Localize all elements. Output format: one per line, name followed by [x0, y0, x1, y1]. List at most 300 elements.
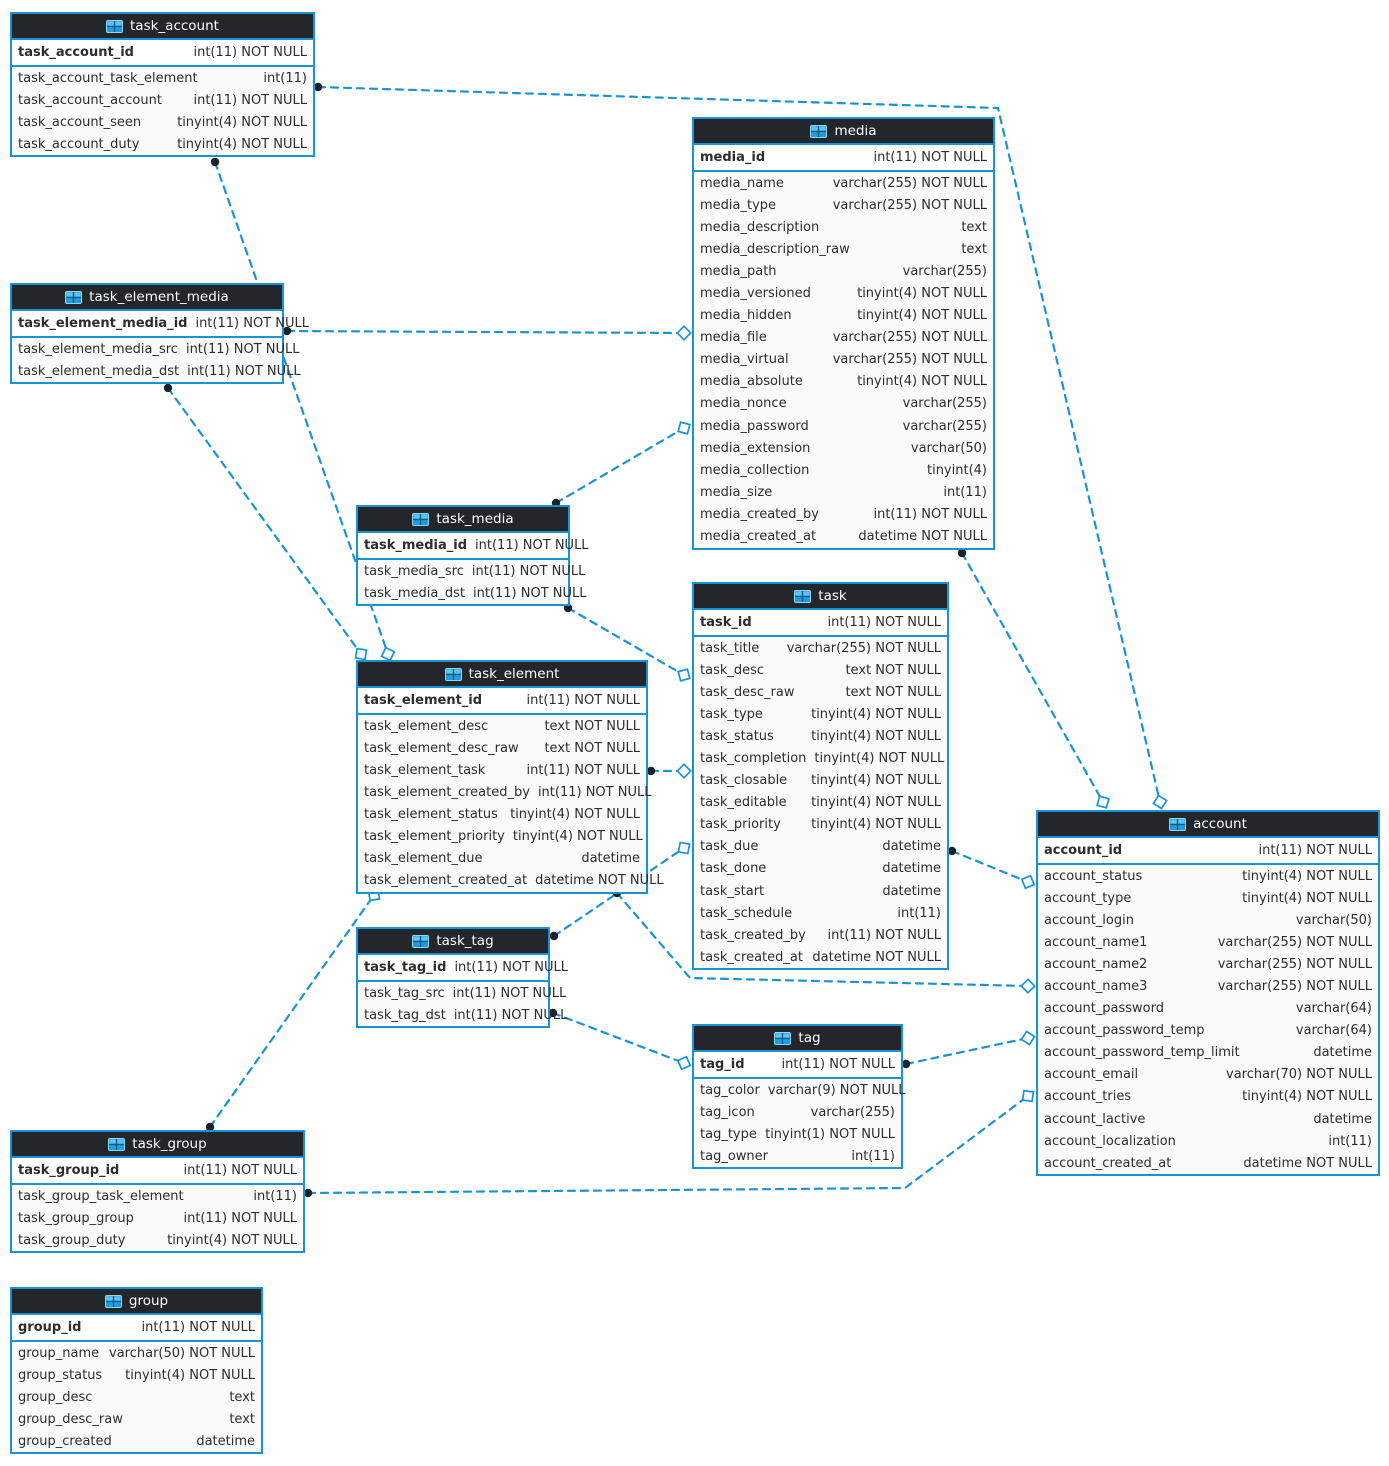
column-row	[694, 437, 993, 459]
pk-column-name: task_group_id	[18, 1163, 120, 1178]
column-name: account_password_temp	[1044, 1023, 1205, 1039]
column-row	[694, 792, 947, 814]
pk-column-name: task_element_id	[364, 693, 483, 708]
fk-endpoint-dot	[211, 158, 219, 166]
column-name: group_desc	[18, 1389, 93, 1405]
pk-column-name: group_id	[18, 1320, 82, 1335]
column-name: group_name	[18, 1345, 100, 1361]
column-name: task_priority	[700, 817, 781, 833]
column-type: varchar(50)	[1295, 912, 1372, 928]
column-type: int(11)	[851, 1148, 895, 1164]
column-type: int(11) NOT NULL	[453, 1007, 568, 1023]
column-row	[358, 870, 664, 892]
column-type: text NOT NULL	[845, 662, 941, 678]
column-name: task_media_src	[364, 563, 464, 579]
table-account[interactable]	[1036, 810, 1380, 1176]
column-type: datetime NOT NULL	[535, 873, 664, 889]
column-row	[694, 371, 993, 393]
table-header-group[interactable]	[12, 1289, 261, 1315]
column-row	[1038, 1130, 1378, 1152]
column-type: varchar(50) NOT NULL	[109, 1345, 255, 1361]
column-row	[1038, 1064, 1378, 1086]
column-type: int(11) NOT NULL	[471, 563, 586, 579]
column-type: int(11) NOT NULL	[185, 341, 300, 357]
column-row	[694, 610, 947, 637]
column-name: task_editable	[700, 795, 787, 811]
column-row	[12, 67, 313, 89]
column-name: account_type	[1044, 890, 1132, 906]
column-type: int(11) NOT NULL	[781, 1057, 895, 1072]
column-type: int(11) NOT NULL	[187, 363, 301, 379]
column-name: task_due	[700, 839, 759, 855]
table-header-task_media[interactable]	[358, 507, 568, 533]
column-name: account_tries	[1044, 1089, 1132, 1105]
table-task_tag[interactable]	[356, 927, 568, 1028]
column-row	[12, 311, 309, 338]
column-name: media_description_raw	[700, 241, 850, 257]
column-row	[1038, 1152, 1378, 1174]
column-name: task_element_created_at	[364, 873, 528, 889]
reference-endpoint-marker	[677, 326, 690, 339]
reference-endpoint-marker	[677, 764, 690, 777]
column-row	[358, 582, 587, 604]
column-row	[12, 338, 300, 360]
column-row	[12, 1207, 303, 1229]
column-row	[694, 1101, 901, 1123]
column-row	[1038, 1086, 1378, 1108]
column-name: task_created_at	[700, 949, 803, 965]
column-row	[1038, 931, 1378, 953]
table-task[interactable]	[692, 582, 949, 970]
column-row	[12, 1342, 261, 1364]
table-header-task_tag[interactable]	[358, 929, 548, 955]
table-name: task_tag	[436, 933, 494, 949]
column-type: int(11) NOT NULL	[193, 45, 307, 60]
table-name: task_element	[468, 666, 560, 682]
table-task_element_media[interactable]	[10, 283, 309, 384]
column-type: tinyint(4)	[926, 462, 987, 478]
column-name: media_created_by	[700, 506, 819, 522]
column-type: datetime	[882, 861, 941, 877]
column-type: varchar(50)	[910, 440, 987, 456]
pk-column-name: account_id	[1044, 843, 1123, 858]
column-type: datetime	[1313, 1111, 1372, 1127]
column-row	[358, 803, 646, 825]
column-type: int(11) NOT NULL	[526, 762, 640, 778]
relationship-line-task_group-task_element	[210, 895, 374, 1127]
column-row	[12, 111, 313, 133]
column-name: media_hidden	[700, 308, 792, 324]
fk-endpoint-dot	[314, 83, 322, 91]
column-name: task_closable	[700, 773, 788, 789]
column-name: tag_icon	[700, 1104, 755, 1120]
reference-endpoint-marker	[1097, 796, 1109, 808]
column-name: tag_type	[700, 1126, 757, 1142]
relationship-line-task-account	[952, 851, 1028, 882]
table-icon	[794, 590, 811, 603]
column-row	[12, 360, 301, 382]
column-row	[694, 526, 993, 548]
column-name: account_status	[1044, 868, 1143, 884]
column-name: task_desc_raw	[700, 684, 795, 700]
column-type: tinyint(4) NOT NULL	[811, 817, 941, 833]
reference-endpoint-marker	[678, 842, 689, 853]
reference-endpoint-marker	[678, 1057, 691, 1070]
column-type: tinyint(4) NOT NULL	[125, 1367, 255, 1383]
column-type: datetime	[882, 883, 941, 899]
column-name: task_start	[700, 883, 765, 899]
reference-endpoint-marker	[1022, 876, 1034, 888]
table-header-task[interactable]	[694, 584, 947, 610]
column-name: task_group_group	[18, 1210, 134, 1226]
table-name: tag	[798, 1030, 821, 1046]
column-row	[358, 737, 646, 759]
column-type: varchar(255)	[902, 418, 987, 434]
column-row	[1038, 1042, 1378, 1064]
column-name: task_media_dst	[364, 585, 465, 601]
pk-column-name: task_id	[700, 615, 752, 630]
column-name: account_password_temp_limit	[1044, 1045, 1240, 1061]
column-row	[694, 1123, 901, 1145]
column-row	[358, 1004, 568, 1026]
column-name: task_schedule	[700, 905, 793, 921]
column-type: tinyint(1) NOT NULL	[765, 1126, 895, 1142]
column-type: varchar(255)	[902, 263, 987, 279]
table-icon	[106, 20, 123, 33]
column-name: media_versioned	[700, 286, 811, 302]
relationship-line-task_element_media-task_element	[168, 388, 361, 654]
column-type: tinyint(4) NOT NULL	[1242, 1089, 1372, 1105]
column-row	[694, 681, 947, 703]
table-group[interactable]	[10, 1287, 263, 1454]
table-name: media	[834, 123, 877, 139]
column-name: task_completion	[700, 751, 807, 767]
column-row	[1038, 865, 1378, 887]
relationship-line-task_group-account	[308, 1096, 1028, 1193]
column-type: tinyint(4) NOT NULL	[857, 308, 987, 324]
table-tag[interactable]	[692, 1024, 906, 1169]
column-type: varchar(255) NOT NULL	[1217, 934, 1372, 950]
column-type: datetime	[882, 839, 941, 855]
table-name: task_media	[436, 511, 514, 527]
column-name: task_account_duty	[18, 136, 140, 152]
column-row	[1038, 909, 1378, 931]
reference-endpoint-marker	[678, 669, 690, 681]
column-type: varchar(64)	[1295, 1001, 1372, 1017]
table-header-task_element_media[interactable]	[12, 285, 282, 311]
column-type: varchar(255)	[810, 1104, 895, 1120]
column-type: varchar(255) NOT NULL	[832, 352, 987, 368]
column-type: varchar(255) NOT NULL	[832, 197, 987, 213]
column-row	[694, 503, 993, 525]
column-type: tinyint(4) NOT NULL	[167, 1232, 297, 1248]
table-name: task_element_media	[89, 289, 229, 305]
column-type: datetime NOT NULL	[812, 949, 941, 965]
column-type: int(11) NOT NULL	[526, 693, 640, 708]
column-type: int(11) NOT NULL	[475, 538, 589, 553]
column-name: media_size	[700, 484, 773, 500]
column-type: tinyint(4) NOT NULL	[510, 806, 640, 822]
column-type: int(11) NOT NULL	[1258, 843, 1372, 858]
column-name: task_element_media_src	[18, 341, 178, 357]
column-name: account_login	[1044, 912, 1134, 928]
column-row	[694, 393, 993, 415]
column-row	[1038, 975, 1378, 997]
column-type: tinyint(4) NOT NULL	[1242, 868, 1372, 884]
column-type: text	[229, 1389, 255, 1405]
column-type: tinyint(4) NOT NULL	[857, 374, 987, 390]
relationship-line-task_media-media	[556, 428, 684, 503]
fk-endpoint-dot	[948, 847, 956, 855]
column-row	[358, 982, 567, 1004]
table-icon	[774, 1032, 791, 1045]
column-type: int(11) NOT NULL	[454, 960, 568, 975]
pk-column-name: task_account_id	[18, 45, 134, 60]
column-type: tinyint(4) NOT NULL	[1242, 890, 1372, 906]
table-media[interactable]	[692, 117, 995, 550]
table-task_group[interactable]	[10, 1130, 305, 1253]
column-type: varchar(64)	[1295, 1023, 1372, 1039]
reference-endpoint-marker	[678, 422, 690, 434]
table-icon	[412, 935, 429, 948]
column-type: text	[229, 1411, 255, 1427]
column-name: task_element_media_dst	[18, 363, 180, 379]
column-row	[694, 902, 947, 924]
column-type: text NOT NULL	[845, 684, 941, 700]
column-type: int(11)	[897, 905, 941, 921]
column-type: tinyint(4) NOT NULL	[177, 136, 307, 152]
column-type: varchar(255) NOT NULL	[786, 640, 941, 656]
column-row	[1038, 838, 1378, 865]
column-name: media_description	[700, 219, 820, 235]
pk-column-name: task_element_media_id	[18, 316, 188, 331]
column-type: int(11) NOT NULL	[183, 1163, 297, 1178]
table-name: account	[1193, 816, 1247, 832]
table-header-tag[interactable]	[694, 1026, 901, 1052]
column-name: task_created_by	[700, 927, 806, 943]
column-row	[694, 1079, 906, 1101]
column-type: int(11) NOT NULL	[195, 316, 309, 331]
column-type: int(11) NOT NULL	[452, 985, 567, 1001]
column-row	[694, 216, 993, 238]
column-name: task_done	[700, 861, 767, 877]
column-row	[694, 924, 947, 946]
column-type: int(11)	[943, 484, 987, 500]
column-name: group_status	[18, 1367, 103, 1383]
column-name: group_desc_raw	[18, 1411, 123, 1427]
column-name: task_element_due	[364, 851, 483, 867]
column-row	[1038, 1108, 1378, 1130]
column-name: task_element_priority	[364, 829, 505, 845]
column-row	[694, 747, 947, 769]
column-row	[1038, 998, 1378, 1020]
column-type: varchar(9) NOT NULL	[767, 1082, 906, 1098]
column-row	[694, 238, 993, 260]
table-name: task_group	[132, 1136, 207, 1152]
column-name: tag_color	[700, 1082, 760, 1098]
fk-endpoint-dot	[550, 932, 558, 940]
column-row	[358, 715, 646, 737]
column-type: int(11) NOT NULL	[827, 927, 941, 943]
column-name: group_created	[18, 1433, 112, 1449]
fk-endpoint-dot	[958, 549, 966, 557]
pk-column-name: media_id	[700, 150, 766, 165]
column-name: media_name	[700, 175, 784, 191]
relationship-line-media-account	[962, 553, 1103, 802]
column-row	[1038, 1020, 1378, 1042]
column-row	[694, 946, 947, 968]
column-type: varchar(255)	[902, 396, 987, 412]
column-type: int(11)	[1328, 1133, 1372, 1149]
column-type: tinyint(4) NOT NULL	[177, 114, 307, 130]
column-type: tinyint(4) NOT NULL	[814, 751, 945, 767]
column-name: media_path	[700, 263, 777, 279]
column-row	[12, 133, 313, 155]
column-row	[694, 659, 947, 681]
column-name: media_extension	[700, 440, 811, 456]
column-row	[694, 836, 947, 858]
column-name: media_virtual	[700, 352, 789, 368]
column-name: task_title	[700, 640, 760, 656]
column-name: media_collection	[700, 462, 810, 478]
column-row	[694, 349, 993, 371]
column-row	[12, 89, 313, 111]
table-name: task_account	[130, 18, 219, 34]
column-type: tinyint(4) NOT NULL	[857, 286, 987, 302]
column-name: task_tag_src	[364, 985, 445, 1001]
column-type: tinyint(4) NOT NULL	[811, 706, 941, 722]
table-name: task	[818, 588, 847, 604]
column-type: int(11) NOT NULL	[183, 1210, 297, 1226]
column-row	[694, 725, 947, 747]
column-row	[694, 415, 993, 437]
column-type: int(11) NOT NULL	[873, 506, 987, 522]
column-row	[358, 759, 646, 781]
column-type: varchar(255) NOT NULL	[832, 330, 987, 346]
fk-endpoint-dot	[304, 1189, 312, 1197]
column-type: text NOT NULL	[544, 740, 640, 756]
column-type: text NOT NULL	[544, 718, 640, 734]
column-name: task_account_task_element	[18, 70, 198, 86]
column-name: task_desc	[700, 662, 765, 678]
column-row	[358, 781, 652, 803]
column-row	[1038, 887, 1378, 909]
column-type: datetime	[1313, 1045, 1372, 1061]
column-name: account_name3	[1044, 979, 1148, 995]
column-name: media_created_at	[700, 529, 817, 545]
column-type: varchar(255) NOT NULL	[1217, 979, 1372, 995]
table-icon	[445, 668, 462, 681]
reference-endpoint-marker	[382, 648, 395, 661]
column-row	[358, 825, 646, 847]
column-name: task_account_account	[18, 92, 162, 108]
column-row	[694, 703, 947, 725]
column-type: int(11)	[263, 70, 307, 86]
table-icon	[810, 125, 827, 138]
column-type: int(11) NOT NULL	[472, 585, 587, 601]
column-row	[12, 1364, 261, 1386]
column-row	[694, 814, 947, 836]
table-header-task_element[interactable]	[358, 662, 646, 688]
column-name: task_element_task	[364, 762, 486, 778]
relationship-line-tag-account	[906, 1038, 1028, 1064]
table-task_account[interactable]	[10, 12, 315, 157]
column-row	[12, 1430, 261, 1452]
table-task_media[interactable]	[356, 505, 589, 606]
column-type: int(11) NOT NULL	[193, 92, 307, 108]
column-row	[694, 858, 947, 880]
column-row	[694, 327, 993, 349]
table-header-account[interactable]	[1038, 812, 1378, 838]
column-name: media_password	[700, 418, 809, 434]
column-name: account_localization	[1044, 1133, 1176, 1149]
column-row	[1038, 953, 1378, 975]
column-name: task_account_seen	[18, 114, 142, 130]
column-row	[694, 1052, 901, 1079]
column-row	[358, 848, 646, 870]
relationship-line-task_tag-tag	[553, 1013, 684, 1063]
column-type: int(11)	[253, 1188, 297, 1204]
column-row	[694, 481, 993, 503]
pk-column-name: tag_id	[700, 1057, 745, 1072]
column-type: datetime NOT NULL	[858, 529, 987, 545]
reference-endpoint-marker	[1021, 979, 1034, 992]
column-name: account_name1	[1044, 934, 1148, 950]
column-name: media_nonce	[700, 396, 787, 412]
reference-endpoint-marker	[1153, 795, 1166, 808]
column-row	[694, 637, 947, 659]
column-row	[694, 172, 993, 194]
column-row	[358, 533, 589, 560]
column-name: media_type	[700, 197, 777, 213]
column-name: task_element_status	[364, 806, 498, 822]
column-name: account_name2	[1044, 956, 1148, 972]
column-type: text	[961, 241, 987, 257]
table-header-media[interactable]	[694, 119, 993, 145]
column-row	[694, 880, 947, 902]
column-name: task_group_duty	[18, 1232, 126, 1248]
column-name: account_created_at	[1044, 1155, 1172, 1171]
column-type: tinyint(4) NOT NULL	[811, 728, 941, 744]
column-type: tinyint(4) NOT NULL	[811, 795, 941, 811]
table-header-task_group[interactable]	[12, 1132, 303, 1158]
column-name: account_email	[1044, 1067, 1139, 1083]
table-header-task_account[interactable]	[12, 14, 313, 40]
fk-endpoint-dot	[647, 767, 655, 775]
column-type: varchar(255) NOT NULL	[1217, 956, 1372, 972]
column-type: datetime	[196, 1433, 255, 1449]
fk-endpoint-dot	[164, 384, 172, 392]
column-name: media_absolute	[700, 374, 803, 390]
column-type: int(11) NOT NULL	[827, 615, 941, 630]
column-type: int(11) NOT NULL	[141, 1320, 255, 1335]
pk-column-name: task_media_id	[364, 538, 468, 553]
column-row	[358, 560, 586, 582]
column-name: account_password	[1044, 1001, 1165, 1017]
column-type: varchar(255) NOT NULL	[832, 175, 987, 191]
column-row	[694, 260, 993, 282]
column-row	[12, 40, 313, 67]
table-task_element[interactable]	[356, 660, 664, 894]
column-type: tinyint(4) NOT NULL	[811, 773, 941, 789]
column-name: task_element_created_by	[364, 784, 530, 800]
column-type: varchar(70) NOT NULL	[1226, 1067, 1372, 1083]
column-row	[694, 305, 993, 327]
column-name: task_element_desc_raw	[364, 740, 519, 756]
column-type: tinyint(4) NOT NULL	[512, 829, 643, 845]
reference-endpoint-marker	[1023, 1091, 1034, 1102]
column-type: datetime	[581, 851, 640, 867]
